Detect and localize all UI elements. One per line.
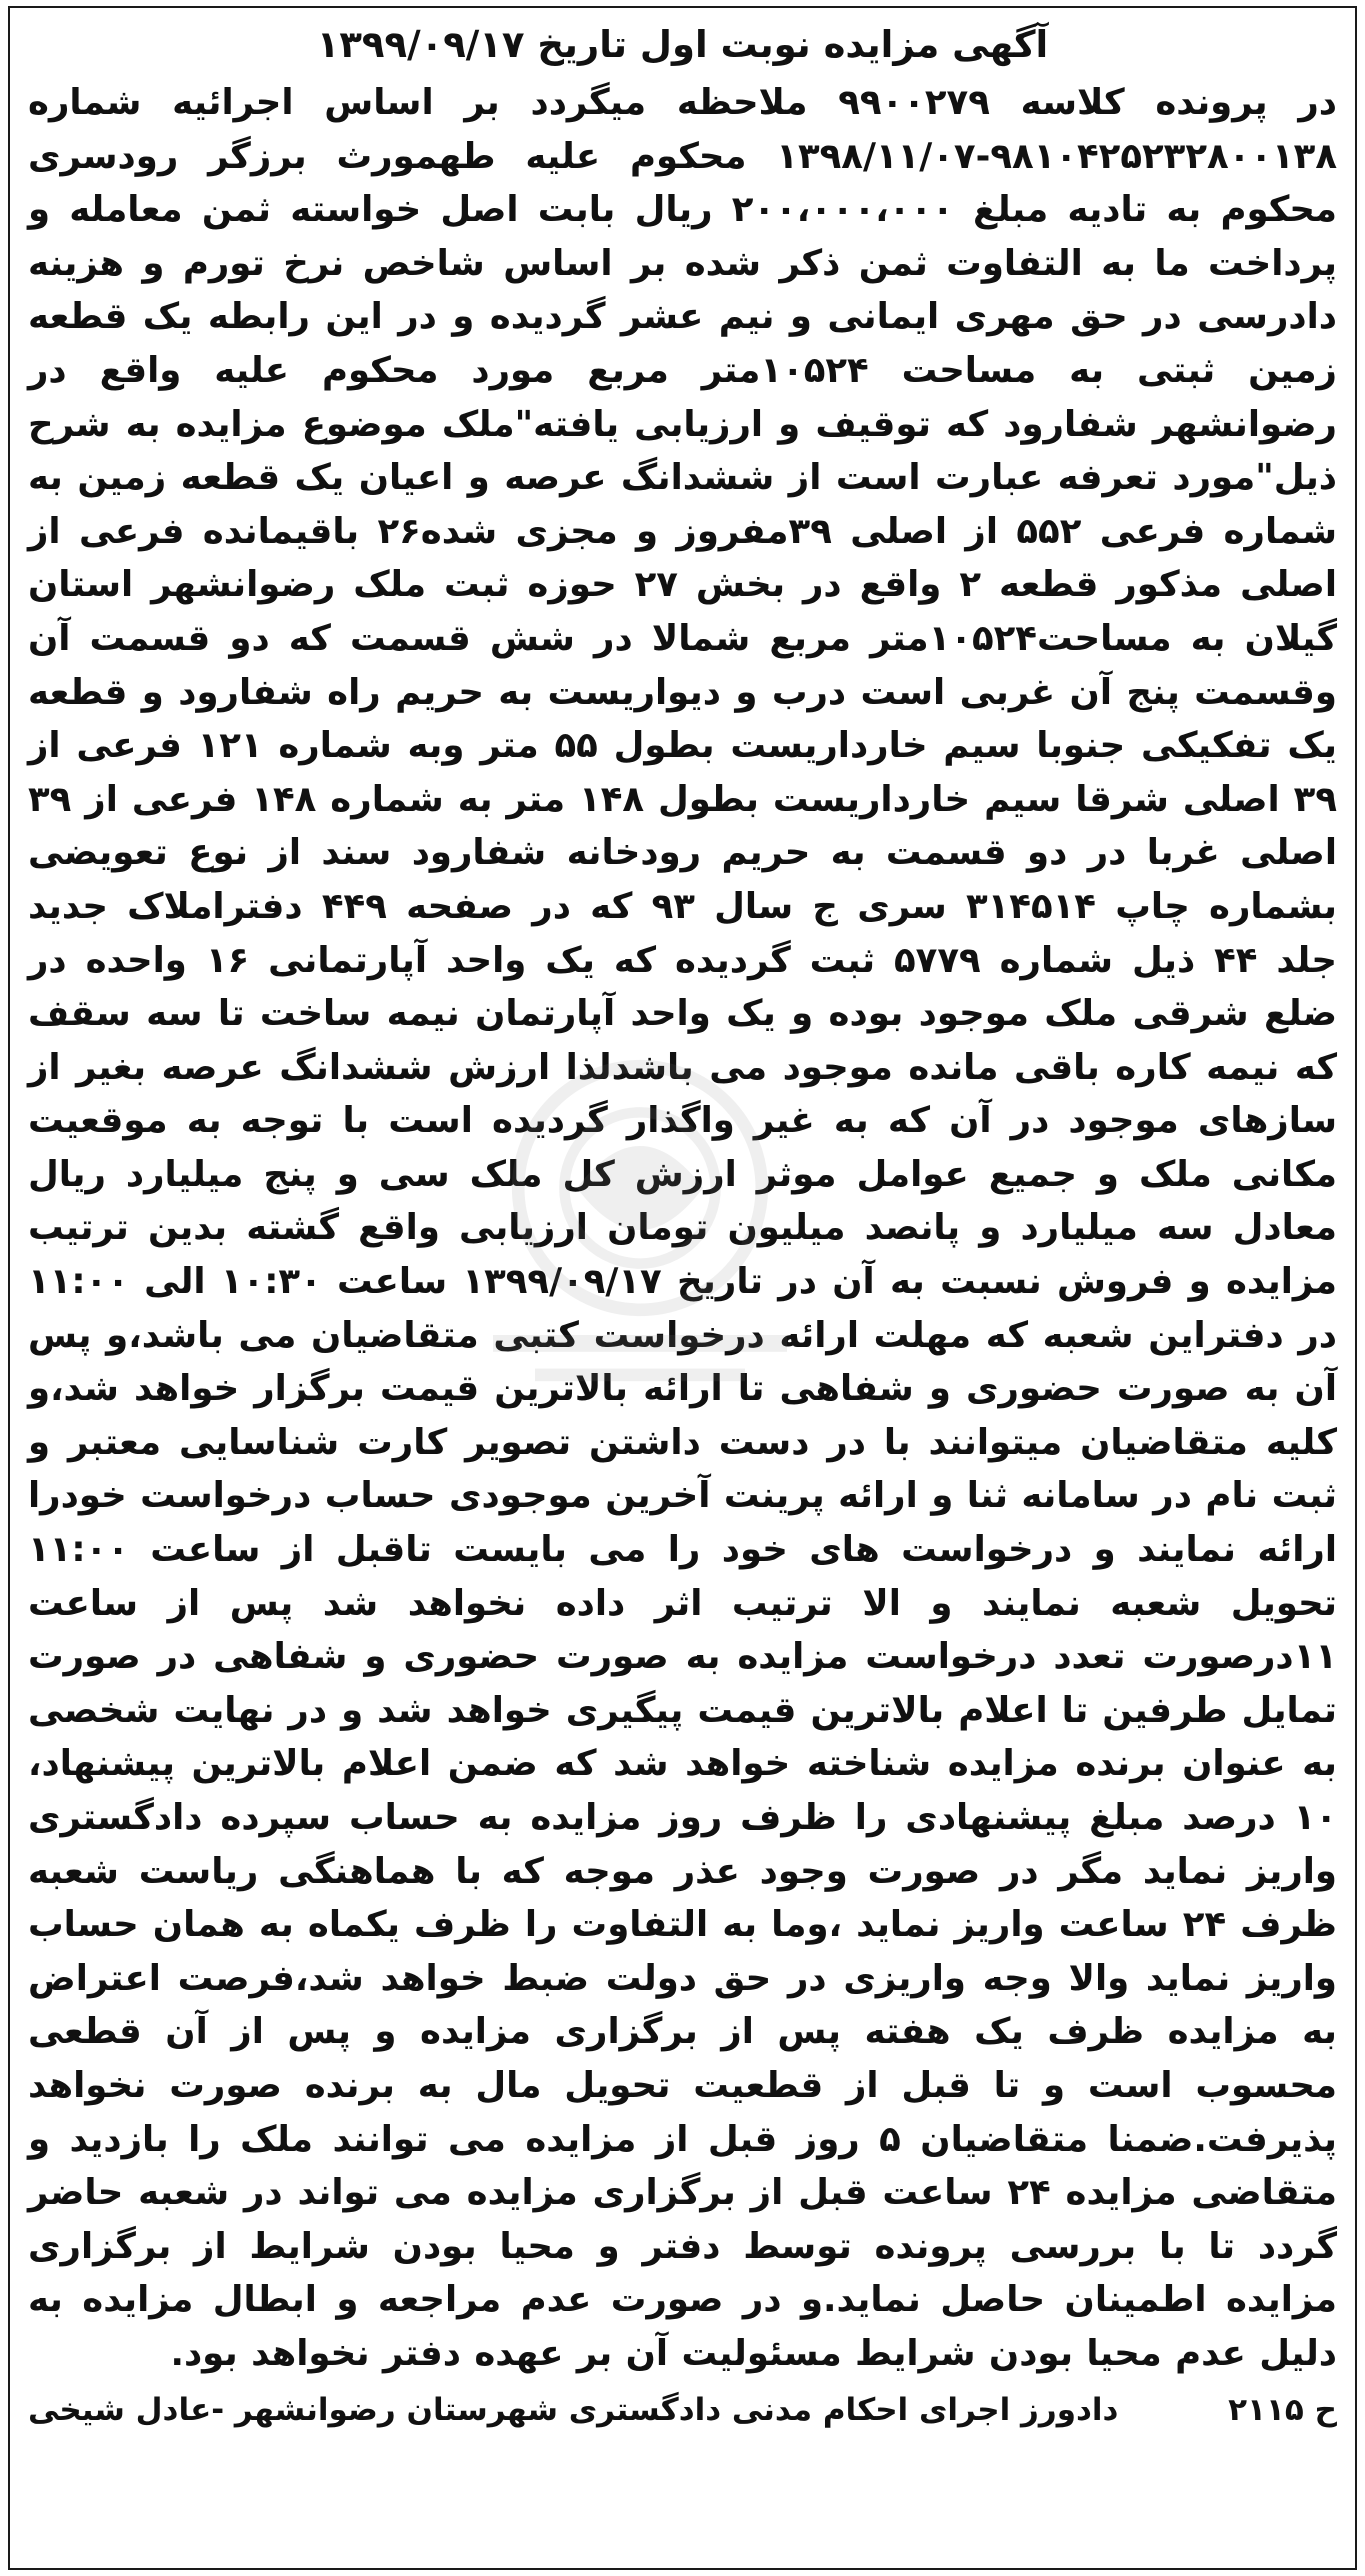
- auction-notice: [8, 6, 1357, 2570]
- notice-footer: [28, 2385, 1337, 2435]
- notice-signature: دادورز اجرای احکام مدنی دادگستری شهرستان رضوانشهر -عادل شیخی: [28, 2391, 1119, 2428]
- notice-body: در پرونده کلاسه ۹۹۰۰۲۷۹ ملاحظه میگردد بر اساس اجرائیه شماره ۹۸۱۰۴۲۵۲۳۲۸۰۰۱۳۸-۱۳۹۸/۱۱/۰۷ محکوم علیه طهمورث برزگر رودسری محکوم به تادیه مبلغ ۲۰۰،۰۰۰،۰۰۰ ریال بابت اصل خواسته ثمن معامله و پرداخت ما به التفاوت ثمن ذکر شده بر اساس شاخص نرخ تورم و هزینه دادرسی در حق مهری ایمانی و نیم عشر گردیده و در این رابطه یک قطعه زمین ثبتی به مساحت ۱۰۵۲۴متر مربع مورد محکوم علیه واقع در رضوانشهر شفارود که توقیف و ارزیابی یافته"ملک موضوع مزایده به شرح ذیل"مورد تعرفه عبارت است از ششدانگ عرصه و اعیان یک قطعه زمین به شماره فرعی ۵۵۲ از اصلی ۳۹مفروز و مجزی شده۲۶ باقیمانده فرعی از اصلی مذکور قطعه ۲ واقع در بخش ۲۷ حوزه ثبت ملک رضوانشهر استان گیلان به مساحت۱۰۵۲۴متر مربع شمالا در شش قسمت که دو قسمت آن وقسمت پنج آن غربی است درب و دیواریست به حریم راه شفارود و قطعه یک تفکیکی جنوبا سیم خارداریست بطول ۵۵ متر وبه شماره ۱۲۱ فرعی از ۳۹ اصلی شرقا سیم خارداریست بطول ۱۴۸ متر به شماره ۱۴۸ فرعی از ۳۹ اصلی غربا در دو قسمت به حریم رودخانه شفارود سند از نوع تعویضی بشماره چاپ ۳۱۴۵۱۴ سری ج سال ۹۳ که در صفحه ۴۴۹ دفتراملاک جدید جلد ۴۴ ذیل شماره ۵۷۷۹ ثبت گردیده که یک واحد آپارتمانی ۱۶ واحده در ضلع شرقی ملک موجود بوده و یک واحد آپارتمان نیمه ساخت تا سه سقف که نیمه کاره باقی مانده موجود می باشدلذا ارزش ششدانگ عرصه بغیر از سازهای موجود در آن که به غیر واگذار گردیده است با توجه به موقعیت مکانی ملک و جمیع عوامل موثر ارزش کل ملک سی و پنج میلیارد ریال معادل سه میلیارد و پانصد میلیون تومان ارزیابی واقع گشته بدین ترتیب مزایده و فروش نسبت به آن در تاریخ ۱۳۹۹/۰۹/۱۷ ساعت ۱۰:۳۰ الی ۱۱:۰۰ در دفتراین شعبه که مهلت ارائه درخواست کتبی متقاضیان می باشد،و پس آن به صورت حضوری و شفاهی تا ارائه بالاترین قیمت برگزار خواهد شد،و کلیه متقاضیان میتوانند با در دست داشتن تصویر کارت شناسایی معتبر و ثبت نام در سامانه ثنا و ارائه پرینت آخرین موجودی حساب درخواست خودرا ارائه نمایند و درخواست های خود را می بایست تاقبل از ساعت ۱۱:۰۰ تحویل شعبه نمایند و الا ترتیب اثر داده نخواهد شد پس از ساعت ۱۱درصورت تعدد درخواست مزایده به صورت حضوری و شفاهی در صورت تمایل طرفین تا اعلام بالاترین قیمت پیگیری خواهد شد و در نهایت شخصی به عنوان برنده مزایده شناخته خواهد شد که ضمن اعلام بالاترین پیشنهاد، ۱۰ درصد مبلغ پیشنهادی را ظرف روز مزایده به حساب سپرده دادگستری واریز نماید مگر در صورت وجود عذر موجه که با هماهنگی ریاست شعبه ظرف ۲۴ ساعت واریز نماید ،وما به التفاوت را ظرف یکماه به همان حساب واریز نماید والا وجه واریزی در حق دولت ضبط خواهد شد،فرصت اعتراض به مزایده ظرف یک هفته پس از برگزاری مزایده و پس از آن قطعی محسوب است و تا قبل از قطعیت تحویل مال به برنده صورت نخواهد پذیرفت.ضمنا متقاضیان ۵ روز قبل از مزایده می توانند ملک را بازدید و متقاضی مزایده ۲۴ ساعت قبل از برگزاری مزایده می تواند در شعبه حاضر گردد تا با بررسی پرونده توسط دفتر و محیا بودن شرایط از برگزاری مزایده اطمینان حاصل نماید.و در صورت عدم مراجعه و ابطال مزایده به دلیل عدم محیا بودن شرایط مسئولیت آن بر عهده دفتر نخواهد بود.: [28, 82, 1338, 2374]
- notice-code: ح ۲۱۱۵: [1228, 2391, 1337, 2428]
- notice-title: آگهی مزایده نوبت اول تاریخ ۱۳۹۹/۰۹/۱۷: [316, 23, 1049, 66]
